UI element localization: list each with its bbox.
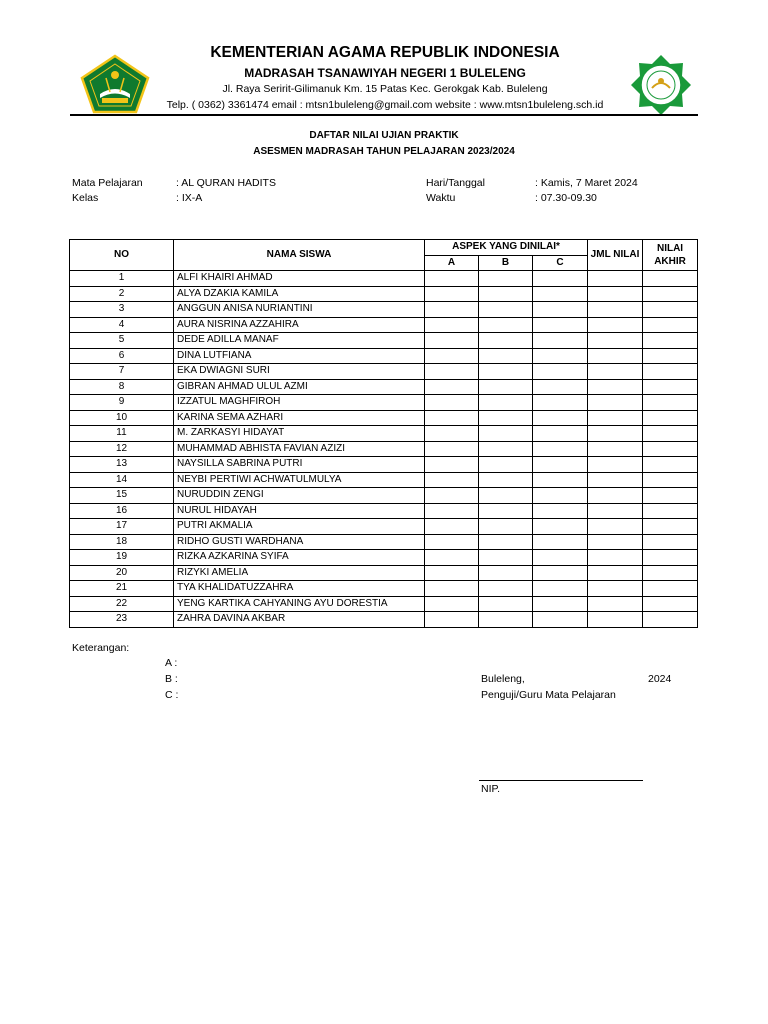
final-score-cell [643,472,698,488]
score-b-cell [479,379,533,395]
note-c-label: C : [165,689,179,701]
total-score-cell [588,317,643,333]
table-row [70,519,698,535]
note-a-label: A : [165,657,178,669]
total-score-cell [588,488,643,504]
subject-label: Mata Pelajaran [72,177,143,189]
table-row [70,612,698,628]
score-a-cell [425,426,479,442]
table-row [70,348,698,364]
score-b-cell [479,364,533,380]
score-b-cell [479,302,533,318]
score-c-cell [533,395,588,411]
student-name: DEDE ADILLA MANAF [174,333,425,349]
final-score-cell [643,596,698,612]
score-a-cell [425,317,479,333]
student-name: AURA NISRINA AZZAHIRA [174,317,425,333]
score-c-cell [533,426,588,442]
row-number: 23 [70,612,174,628]
score-a-cell [425,472,479,488]
student-name: MUHAMMAD ABHISTA FAVIAN AZIZI [174,441,425,457]
class-label: Kelas [72,192,99,204]
row-number: 13 [70,457,174,473]
total-score-cell [588,302,643,318]
total-score-cell [588,581,643,597]
final-score-cell [643,503,698,519]
examiner-title: Penguji/Guru Mata Pelajaran [481,689,616,701]
total-score-cell [588,286,643,302]
score-a-cell [425,457,479,473]
score-b-cell [479,333,533,349]
student-name: EKA DWIAGNI SURI [174,364,425,380]
student-name: IZZATUL MAGHFIROH [174,395,425,411]
score-a-cell [425,534,479,550]
final-score-cell [643,302,698,318]
table-row [70,395,698,411]
score-c-cell [533,286,588,302]
kemenag-logo [80,54,150,114]
row-number: 20 [70,565,174,581]
total-score-cell [588,503,643,519]
score-b-cell [479,457,533,473]
final-score-cell [643,457,698,473]
row-number: 9 [70,395,174,411]
note-label: Keterangan: [72,642,130,654]
score-a-cell [425,271,479,287]
ministry-name: KEMENTERIAN AGAMA REPUBLIK INDONESIA [210,44,560,61]
header-total: JML NILAI [588,240,643,271]
final-score-cell [643,488,698,504]
student-name: ANGGUN ANISA NURIANTINI [174,302,425,318]
table-row [70,333,698,349]
total-score-cell [588,364,643,380]
score-b-cell [479,441,533,457]
final-score-cell [643,410,698,426]
student-name: NURUL HIDAYAH [174,503,425,519]
student-name: ALYA DZAKIA KAMILA [174,286,425,302]
score-b-cell [479,317,533,333]
student-name: TYA KHALIDATUZZAHRA [174,581,425,597]
final-score-cell [643,519,698,535]
signature-place: Buleleng, [481,673,525,685]
total-score-cell [588,441,643,457]
row-number: 2 [70,286,174,302]
total-score-cell [588,379,643,395]
score-c-cell [533,441,588,457]
total-score-cell [588,565,643,581]
header-final-line2: AKHIR [654,256,686,267]
score-b-cell [479,271,533,287]
row-number: 18 [70,534,174,550]
score-b-cell [479,503,533,519]
row-number: 7 [70,364,174,380]
note-b-label: B : [165,673,178,685]
final-score-cell [643,550,698,566]
total-score-cell [588,596,643,612]
score-a-cell [425,503,479,519]
student-name: RIZYKI AMELIA [174,565,425,581]
row-number: 22 [70,596,174,612]
student-name: RIDHO GUSTI WARDHANA [174,534,425,550]
score-b-cell [479,426,533,442]
student-name: ZAHRA DAVINA AKBAR [174,612,425,628]
table-row [70,581,698,597]
header-aspect: ASPEK YANG DINILAI* [425,240,588,256]
total-score-cell [588,519,643,535]
score-c-cell [533,550,588,566]
final-score-cell [643,534,698,550]
score-c-cell [533,379,588,395]
grade-table [69,239,698,628]
table-row [70,317,698,333]
score-b-cell [479,550,533,566]
row-number: 8 [70,379,174,395]
score-c-cell [533,612,588,628]
table-row [70,457,698,473]
class-value: : IX-A [176,192,203,204]
row-number: 1 [70,271,174,287]
score-b-cell [479,395,533,411]
score-b-cell [479,410,533,426]
table-row [70,410,698,426]
row-number: 5 [70,333,174,349]
row-number: 6 [70,348,174,364]
score-c-cell [533,410,588,426]
table-row [70,472,698,488]
header-divider [70,114,698,116]
student-name: YENG KARTIKA CAHYANING AYU DORESTIA [174,596,425,612]
final-score-cell [643,364,698,380]
score-a-cell [425,596,479,612]
time-value: : 07.30-09.30 [535,192,597,204]
score-a-cell [425,550,479,566]
total-score-cell [588,457,643,473]
student-name: NEYBI PERTIWI ACHWATULMULYA [174,472,425,488]
table-row [70,426,698,442]
total-score-cell [588,534,643,550]
score-b-cell [479,612,533,628]
time-label: Waktu [426,192,456,204]
score-c-cell [533,488,588,504]
score-b-cell [479,581,533,597]
score-c-cell [533,333,588,349]
total-score-cell [588,472,643,488]
signature-year: 2024 [648,673,672,685]
score-a-cell [425,286,479,302]
table-row [70,503,698,519]
score-b-cell [479,534,533,550]
score-a-cell [425,565,479,581]
table-row [70,364,698,380]
score-a-cell [425,364,479,380]
table-row [70,271,698,287]
day-label: Hari/Tanggal [426,177,485,189]
final-score-cell [643,271,698,287]
student-name: ALFI KHAIRI AHMAD [174,271,425,287]
score-c-cell [533,317,588,333]
school-name: MADRASAH TSANAWIYAH NEGERI 1 BULELENG [244,66,526,80]
header-aspect-c: C [533,255,588,271]
score-a-cell [425,441,479,457]
score-b-cell [479,519,533,535]
score-b-cell [479,596,533,612]
final-score-cell [643,612,698,628]
score-a-cell [425,395,479,411]
score-a-cell [425,488,479,504]
row-number: 11 [70,426,174,442]
row-number: 3 [70,302,174,318]
doc-title-line1: DAFTAR NILAI UJIAN PRAKTIK [309,130,459,141]
table-row [70,550,698,566]
row-number: 16 [70,503,174,519]
score-c-cell [533,472,588,488]
table-row [70,534,698,550]
row-number: 10 [70,410,174,426]
row-number: 12 [70,441,174,457]
doc-title-line2: ASESMEN MADRASAH TAHUN PELAJARAN 2023/2024 [253,146,515,157]
final-score-cell [643,441,698,457]
final-score-cell [643,426,698,442]
row-number: 15 [70,488,174,504]
score-c-cell [533,348,588,364]
total-score-cell [588,333,643,349]
header-aspect-b: B [479,255,533,271]
subject-value: : AL QURAN HADITS [176,177,276,189]
score-a-cell [425,333,479,349]
madrasah-logo [630,54,692,116]
score-a-cell [425,581,479,597]
final-score-cell [643,581,698,597]
header-aspect-a: A [425,255,479,271]
row-number: 4 [70,317,174,333]
student-name: KARINA SEMA AZHARI [174,410,425,426]
score-c-cell [533,364,588,380]
final-score-cell [643,348,698,364]
score-c-cell [533,581,588,597]
score-b-cell [479,348,533,364]
final-score-cell [643,565,698,581]
score-a-cell [425,410,479,426]
day-value: : Kamis, 7 Maret 2024 [535,177,638,189]
total-score-cell [588,410,643,426]
final-score-cell [643,286,698,302]
total-score-cell [588,271,643,287]
score-b-cell [479,286,533,302]
row-number: 14 [70,472,174,488]
header-final [643,240,698,271]
score-b-cell [479,488,533,504]
total-score-cell [588,612,643,628]
final-score-cell [643,379,698,395]
score-b-cell [479,565,533,581]
table-row [70,286,698,302]
row-number: 21 [70,581,174,597]
student-name: DINA LUTFIANA [174,348,425,364]
student-name: RIZKA AZKARINA SYIFA [174,550,425,566]
score-c-cell [533,503,588,519]
table-row [70,488,698,504]
score-c-cell [533,519,588,535]
table-row [70,302,698,318]
score-c-cell [533,596,588,612]
final-score-cell [643,333,698,349]
table-row [70,596,698,612]
total-score-cell [588,550,643,566]
total-score-cell [588,426,643,442]
header-no: NO [70,240,174,271]
student-name: GIBRAN AHMAD ULUL AZMI [174,379,425,395]
school-contact: Telp. ( 0362) 3361474 email : mtsn1buleleng@gmail.com website : www.mtsn1buleleng.sch.id [166,99,604,111]
score-c-cell [533,565,588,581]
student-name: NURUDDIN ZENGI [174,488,425,504]
total-score-cell [588,348,643,364]
score-c-cell [533,534,588,550]
score-c-cell [533,457,588,473]
final-score-cell [643,395,698,411]
header-final-line1: NILAI [656,243,684,254]
header-name: NAMA SISWA [174,240,425,271]
table-row [70,379,698,395]
signature-line [479,780,643,781]
school-address: Jl. Raya Seririt-Gilimanuk Km. 15 Patas Kec. Gerokgak Kab. Buleleng [222,83,548,95]
score-c-cell [533,302,588,318]
row-number: 19 [70,550,174,566]
score-b-cell [479,472,533,488]
nip-label: NIP. [481,783,501,795]
score-a-cell [425,379,479,395]
row-number: 17 [70,519,174,535]
score-a-cell [425,302,479,318]
score-c-cell [533,271,588,287]
table-row [70,441,698,457]
score-a-cell [425,612,479,628]
score-a-cell [425,519,479,535]
student-name: NAYSILLA SABRINA PUTRI [174,457,425,473]
student-name: PUTRI AKMALIA [174,519,425,535]
score-a-cell [425,348,479,364]
total-score-cell [588,395,643,411]
student-name: M. ZARKASYI HIDAYAT [174,426,425,442]
final-score-cell [643,317,698,333]
table-row [70,565,698,581]
